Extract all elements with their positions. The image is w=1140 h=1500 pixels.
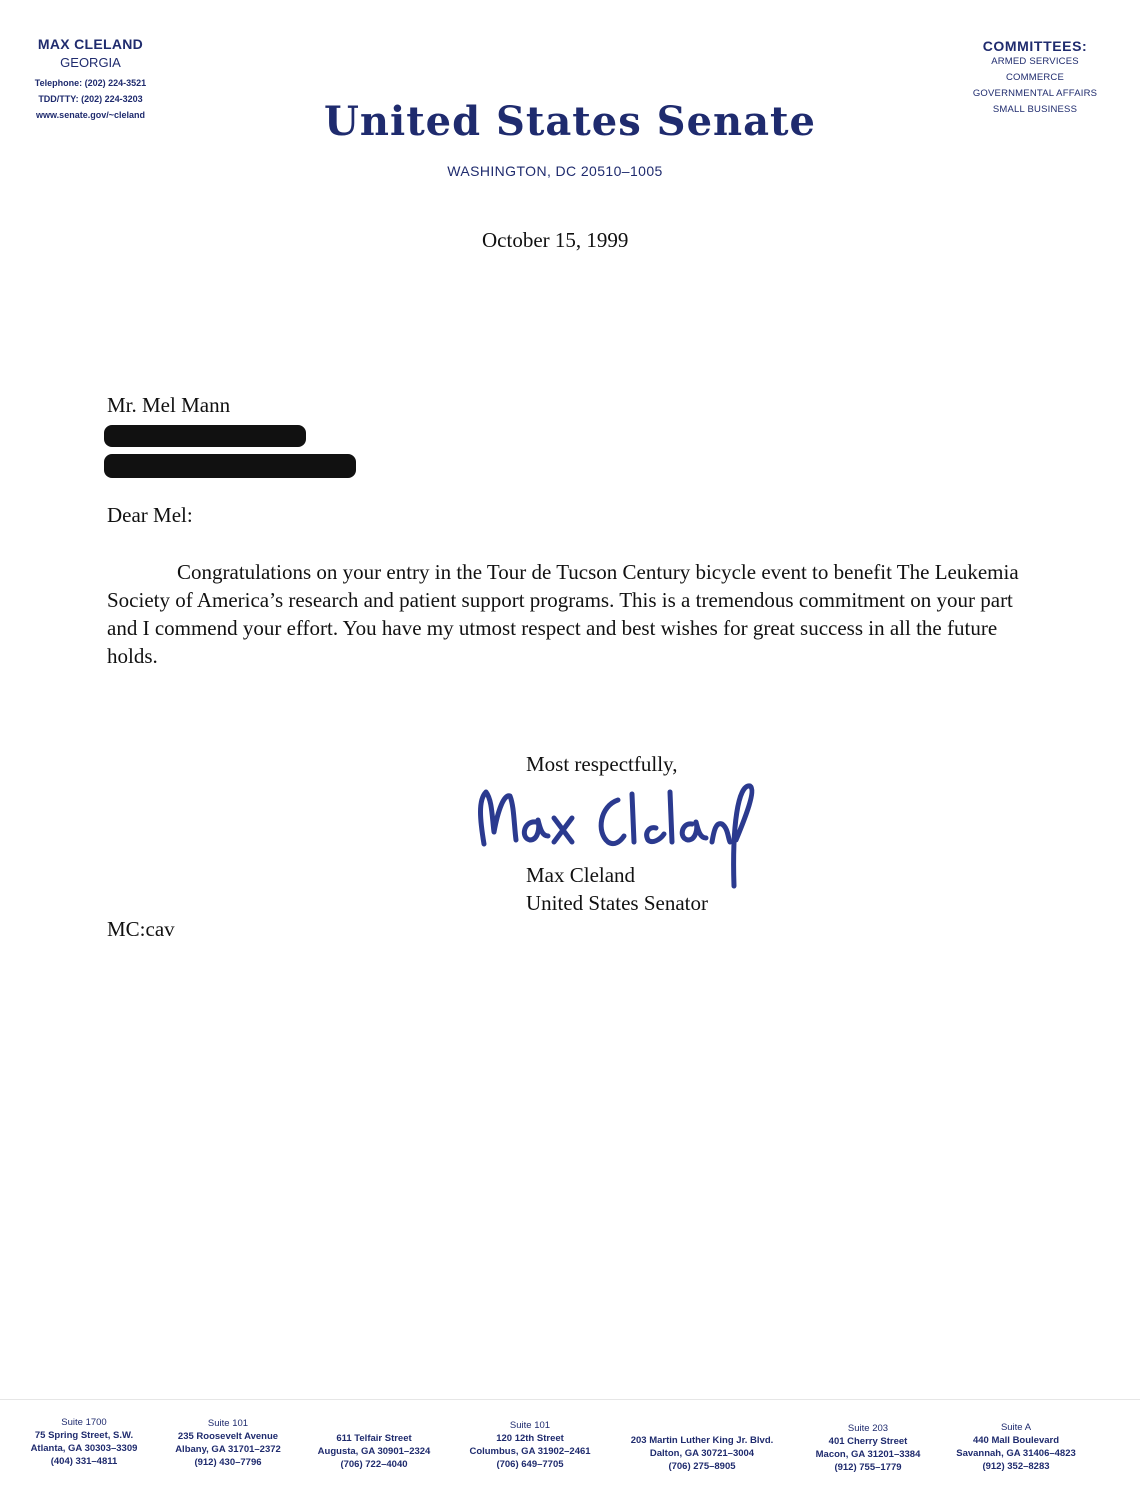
salutation: Dear Mel: bbox=[107, 503, 193, 527]
footer-offices bbox=[0, 1414, 1140, 1484]
committees-title: COMMITTEES: bbox=[982, 38, 1088, 54]
senate-address: WASHINGTON, DC 20510–1005 bbox=[447, 163, 663, 179]
office-albany: Suite 101 235 Roosevelt Avenue Albany, GA 31701–2372 (912) 430–7796 bbox=[175, 1418, 281, 1468]
committee-item: SMALL BUSINESS bbox=[992, 104, 1078, 115]
office-dalton: 203 Martin Luther King Jr. Blvd. Dalton, GA 30721–3004 (706) 275–8905 bbox=[630, 1435, 774, 1472]
redacted-address-line bbox=[104, 425, 306, 447]
office-augusta: 611 Telfair Street Augusta, GA 30901–2324 (706) 722–4040 bbox=[317, 1433, 431, 1470]
website: www.senate.gov/~cleland bbox=[36, 110, 145, 120]
signer-block bbox=[526, 861, 708, 917]
office-columbus: Suite 101 120 12th Street Columbus, GA 31902–2461 (706) 649–7705 bbox=[469, 1420, 591, 1470]
tdd-tty: TDD/TTY: (202) 224-3203 bbox=[38, 94, 143, 104]
committee-item: COMMERCE bbox=[1005, 72, 1065, 83]
letter-date: October 15, 1999 bbox=[482, 228, 629, 252]
senate-heading: United States Senate bbox=[324, 98, 816, 145]
typist-initials: MC:cav bbox=[107, 917, 175, 941]
committee-item: ARMED SERVICES bbox=[991, 56, 1079, 67]
redacted-address-line bbox=[104, 454, 356, 478]
letter-body: Congratulations on your entry in the Tour de Tucson Century bicycle event to benefit The Leukemia Society of America’s research and patient support programs. This is a tremendous commitment on your part and I commend your effort. You have my utmost respect and best wishes for great success in all the future holds. bbox=[107, 560, 1019, 668]
office-macon: Suite 203 401 Cherry Street Macon, GA 31201–3384 (912) 755–1779 bbox=[815, 1423, 921, 1473]
signer-title: United States Senator bbox=[526, 891, 708, 915]
office-savannah: Suite A 440 Mall Boulevard Savannah, GA 31406–4823 (912) 352–8283 bbox=[956, 1422, 1076, 1472]
office-atlanta: Suite 1700 75 Spring Street, S.W. Atlanta, GA 30303–3309 (404) 331–4811 bbox=[30, 1417, 138, 1467]
signer-name: Max Cleland bbox=[526, 863, 636, 887]
telephone: Telephone: (202) 224-3521 bbox=[34, 78, 147, 88]
senator-state: GEORGIA bbox=[60, 55, 121, 70]
senator-name: MAX CLELAND bbox=[37, 36, 144, 52]
committee-item: GOVERNMENTAL AFFAIRS bbox=[972, 88, 1098, 99]
closing: Most respectfully, bbox=[526, 752, 678, 776]
footer-divider bbox=[0, 1399, 1140, 1400]
recipient-name: Mr. Mel Mann bbox=[107, 393, 231, 417]
